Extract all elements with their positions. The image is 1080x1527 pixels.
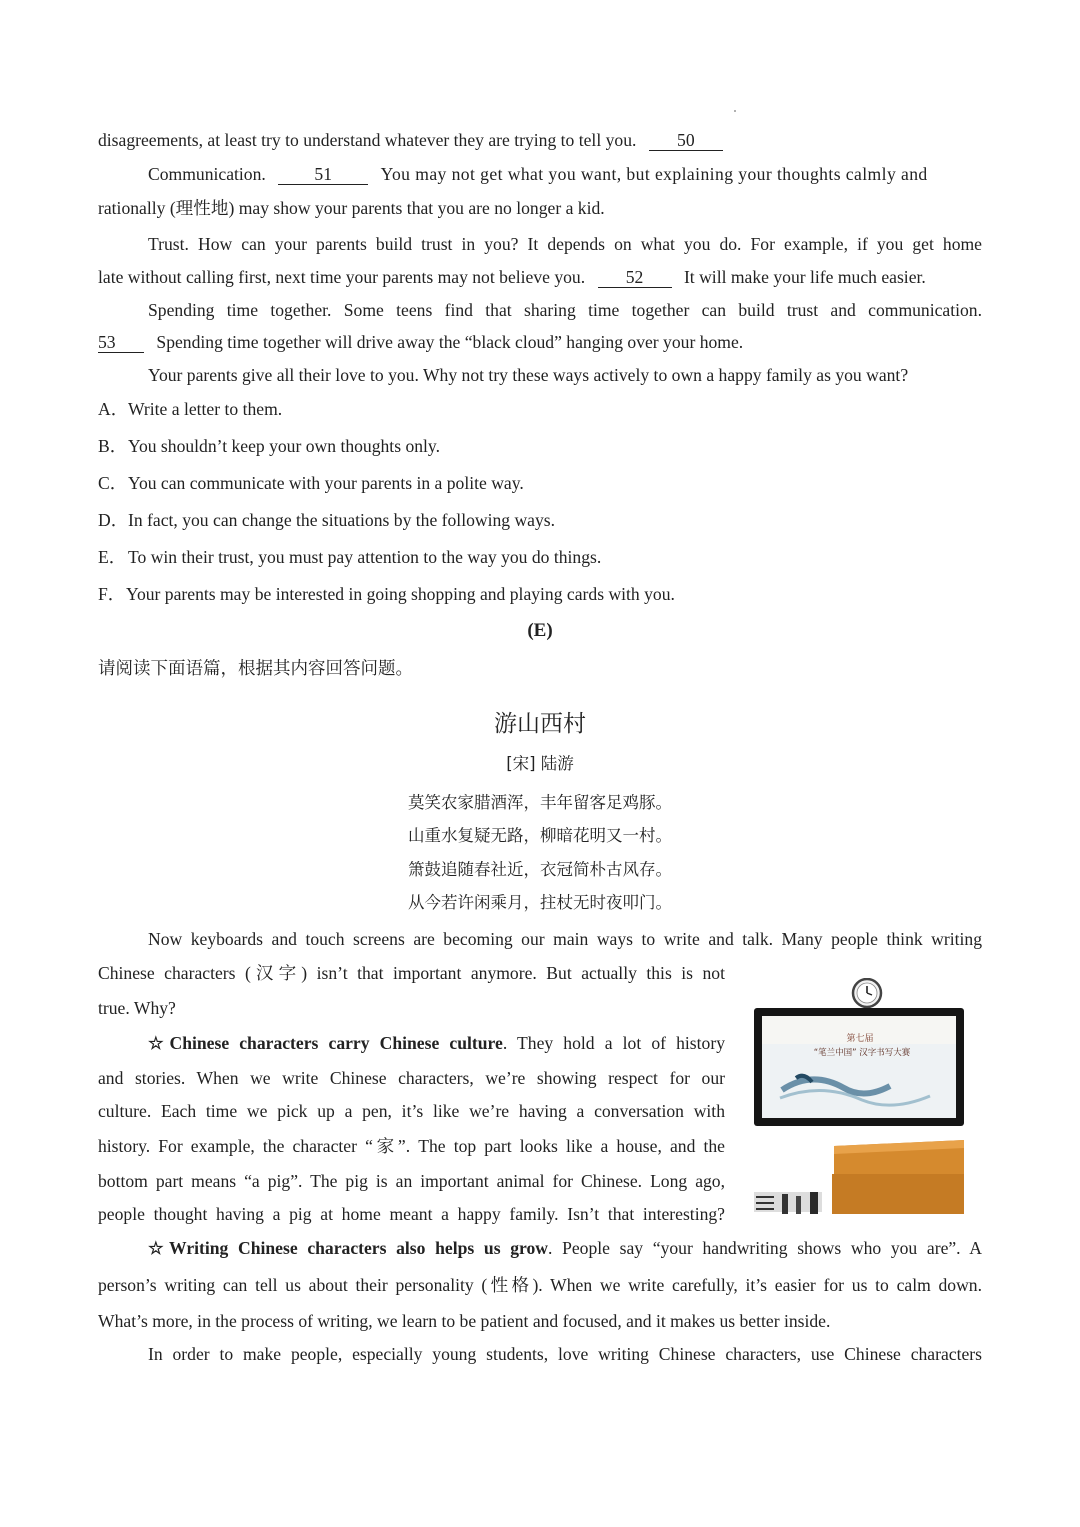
poem-title: 游山西村 xyxy=(494,711,586,737)
line-text: disagreements, at least try to understand whatever they are trying to tell you. xyxy=(98,130,637,150)
poem-line: 莫笑农家腊酒浑，丰年留客足鸡豚。 xyxy=(408,793,672,812)
poem-line: 从今若许闲乘月，拄杖无时夜叩门。 xyxy=(408,893,672,912)
poem-author: [宋] 陆游 xyxy=(506,754,574,773)
option-text: Write a letter to them. xyxy=(128,399,283,419)
option-text: In fact, you can change the situations by the following ways. xyxy=(128,510,556,530)
option-c xyxy=(98,471,524,495)
option-d xyxy=(98,508,555,532)
line-text: . People say “your handwriting shows who you are”. A xyxy=(548,1238,982,1258)
passage-line: people thought having a pig at home meant a happy family. Isn’t that interesting? xyxy=(98,1204,725,1224)
passage-line: Your parents give all their love to you. Why not try these ways actively to own a happy family as you want? xyxy=(148,365,909,385)
passage-line: Chinese characters (汉字) isn’t that important anymore. But actually this is not xyxy=(98,963,725,983)
passage-line xyxy=(148,1031,725,1055)
line-text: You may not get what you want, but explaining your thoughts calmly and xyxy=(380,164,928,184)
blank-52: 52 xyxy=(598,267,672,288)
books-stack xyxy=(754,1192,822,1214)
option-letter: B． xyxy=(98,436,128,456)
poem-line: 箫鼓追随春社近，衣冠简朴古风存。 xyxy=(408,860,672,879)
option-b xyxy=(98,434,440,458)
option-letter: F． xyxy=(98,584,126,604)
passage-line: true. Why? xyxy=(98,998,176,1018)
option-text: You shouldn’t keep your own thoughts only. xyxy=(128,436,440,456)
line-text: . They hold a lot of history xyxy=(502,1033,725,1053)
passage-line: In order to make people, especially young students, love writing Chinese characters, use Chinese characters xyxy=(148,1344,982,1364)
blank-50: 50 xyxy=(649,130,723,151)
passage-line: Spending time together. Some teens find that sharing time together can build trust and communication. xyxy=(148,300,982,320)
option-text: To win their trust, you must pay attention to the way you do things. xyxy=(128,547,602,567)
line-text: late without calling first, next time your parents may not believe you. xyxy=(98,267,586,287)
passage-line xyxy=(98,330,982,354)
bold-heading-culture: ☆Chinese characters carry Chinese culture xyxy=(148,1033,503,1053)
passage-line: person’s writing can tell us about their personality (性格). When we write carefully, it’s easier for us to calm down. xyxy=(98,1275,982,1295)
option-letter: C． xyxy=(98,473,128,493)
line-text: It will make your life much easier. xyxy=(683,267,926,287)
option-a xyxy=(98,397,282,421)
option-letter: E． xyxy=(98,547,127,567)
passage-line: and stories. When we write Chinese characters, we’re showing respect for our xyxy=(98,1068,725,1088)
passage-line xyxy=(98,265,982,289)
option-letter: D． xyxy=(98,510,129,530)
passage-line: Now keyboards and touch screens are becoming our main ways to write and talk. Many people think writing xyxy=(148,929,982,949)
bold-heading-grow: ☆Writing Chinese characters also helps us grow xyxy=(148,1238,549,1258)
screen-text-line1: 第七届 xyxy=(846,1034,874,1044)
passage-line xyxy=(98,128,982,152)
option-e xyxy=(98,545,601,569)
line-text: Spending time together will drive away the “black cloud” hanging over your home. xyxy=(156,332,744,352)
passage-line: culture. Each time we pick up a pen, it’s like we’re having a conversation with xyxy=(98,1101,725,1121)
passage-line: What’s more, in the process of writing, we learn to be patient and focused, and it makes us better inside. xyxy=(98,1311,831,1331)
blank-53: 53 xyxy=(98,332,144,353)
display-screen xyxy=(754,1008,964,1126)
blank-51: 51 xyxy=(278,164,368,185)
poem-line: 山重水复疑无路，柳暗花明又一村。 xyxy=(408,826,672,845)
option-letter: A． xyxy=(98,399,129,419)
instruction-text: 请阅读下面语篇，根据其内容回答问题。 xyxy=(98,659,413,679)
paragraph-heading-communication: Communication. xyxy=(148,164,266,184)
passage-line xyxy=(148,1236,982,1260)
option-text: You can communicate with your parents in a polite way. xyxy=(128,473,524,493)
passage-line: history. For example, the character “家”. The top part looks like a house, and the xyxy=(98,1136,725,1156)
passage-line: rationally (理性地) may show your parents that you are no longer a kid. xyxy=(98,198,605,218)
scan-speck xyxy=(734,110,736,112)
classroom-photo xyxy=(752,978,964,1214)
wooden-desk xyxy=(832,1140,964,1214)
screen-text-line2: “笔兰中国” 汉字书写大赛 xyxy=(813,1048,911,1058)
passage-line: bottom part means “a pig”. The pig is an important animal for Chinese. Long ago, xyxy=(98,1171,725,1191)
passage-line: Trust. How can your parents build trust in you? It depends on what you do. For example, if you get home xyxy=(148,234,982,254)
passage-line xyxy=(148,162,982,186)
clock-icon xyxy=(853,979,881,1007)
section-heading: (E) xyxy=(527,620,553,641)
option-text: Your parents may be interested in going shopping and playing cards with you. xyxy=(126,584,675,604)
option-f xyxy=(98,582,675,606)
